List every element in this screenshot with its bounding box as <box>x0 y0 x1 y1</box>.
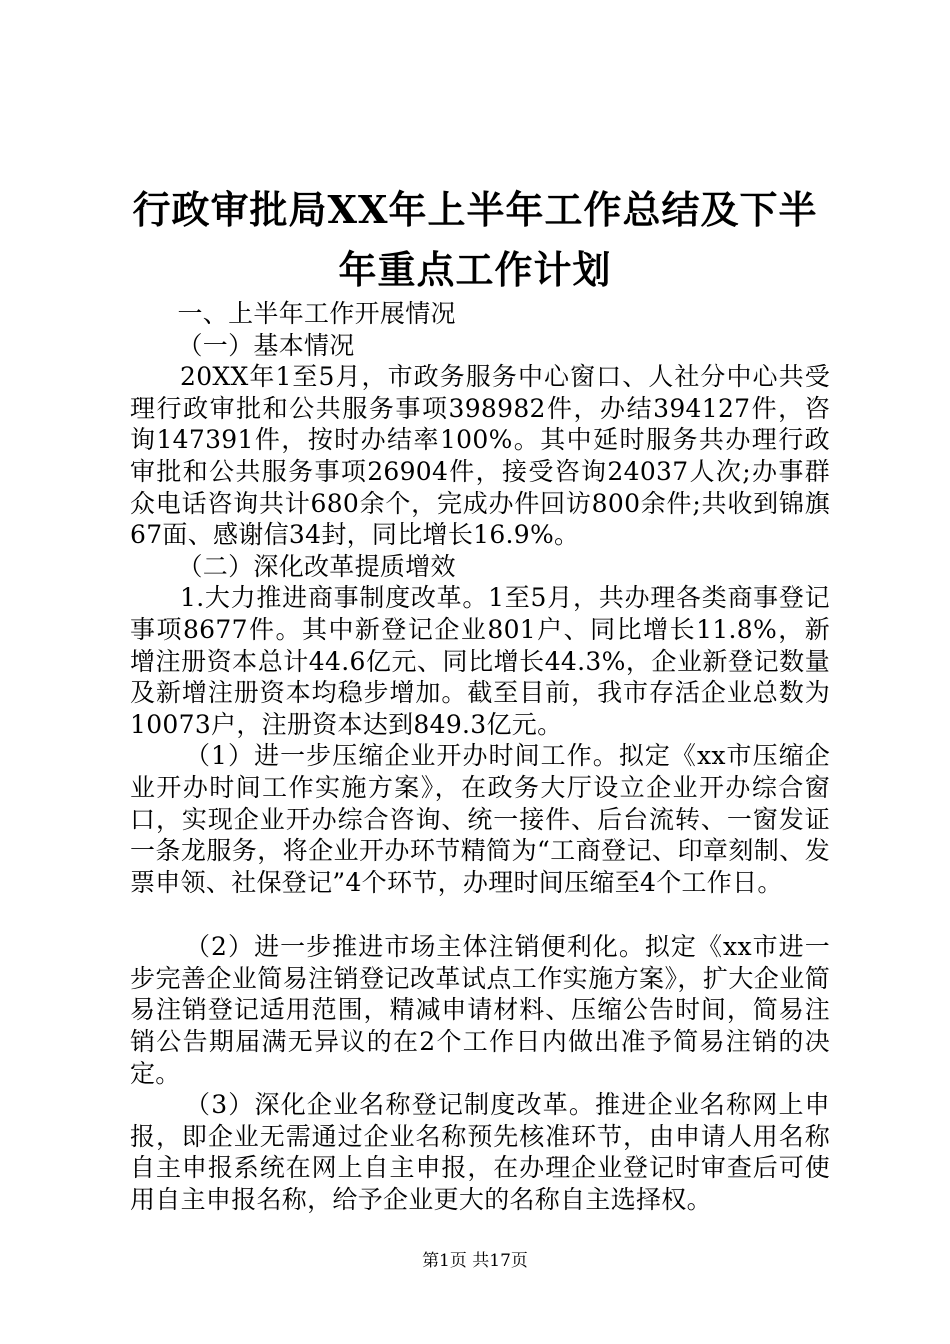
document-body <box>130 298 830 1216</box>
paragraph-commercial-reform: 1.大力推进商事制度改革。1至5月，共办理各类商事登记事项8677件。其中新登记企业801户、同比增长11.8%，新增注册资本总计44.6亿元、同比增长44.3%，企业新登记数量及新增注册资本均稳步增加。截至目前，我市存活企业总数为10073户，注册资本达到849.3亿元。 <box>130 583 830 739</box>
page-footer: 第1页 共17页 <box>422 1251 528 1271</box>
section-heading-1: 一、上半年工作开展情况 <box>177 299 456 328</box>
paragraph-item-3: （3）深化企业名称登记制度改革。推进企业名称网上申报，即企业无需通过企业名称预先核准环节，由申请人用名称自主申报系统在网上自主申报，在办理企业登记时审查后可使用自主申报名称，给予企业更大的名称自主选择权。 <box>130 1090 830 1215</box>
subsection-heading-basic: （一）基本情况 <box>177 330 355 360</box>
paragraph-item-2: （2）进一步推进市场主体注销便利化。拟定《xx市进一步完善企业简易注销登记改革试点工作实施方案》，扩大企业简易注销登记适用范围，精减申请材料、压缩公告时间，简易注销公告期届满无异议的在2个工作日内做出准予简易注销的决定。 <box>130 932 830 1088</box>
document-title: 行政审批局XX年上半年工作总结及下半年重点工作计划 <box>132 187 818 292</box>
paragraph-item-1: （1）进一步压缩企业开办时间工作。拟定《xx市压缩企业开办时间工作实施方案》，在政务大厅设立企业开办综合窗口，实现企业开办综合咨询、统一接件、后台流转、一窗发证一条龙服务，将企业开办环节精简为“工商登记、印章刻制、发票申领、社保登记”4个环节，办理时间压缩至4个工作日。 <box>130 741 830 897</box>
subsection-heading-reform: （二）深化改革提质增效 <box>177 551 456 581</box>
paragraph-basic-situation: 20XX年1至5月，市政务服务中心窗口、人社分中心共受理行政审批和公共服务事项398982件，办结394127件，咨询147391件，按时办结率100%。其中延时服务共办理行政审批和公共服务事项26904件，接受咨询24037人次;办事群众电话咨询共计680余个，完成办件回访800余件;共收到锦旗67面、感谢信34封，同比增长16.9%。 <box>130 362 830 550</box>
